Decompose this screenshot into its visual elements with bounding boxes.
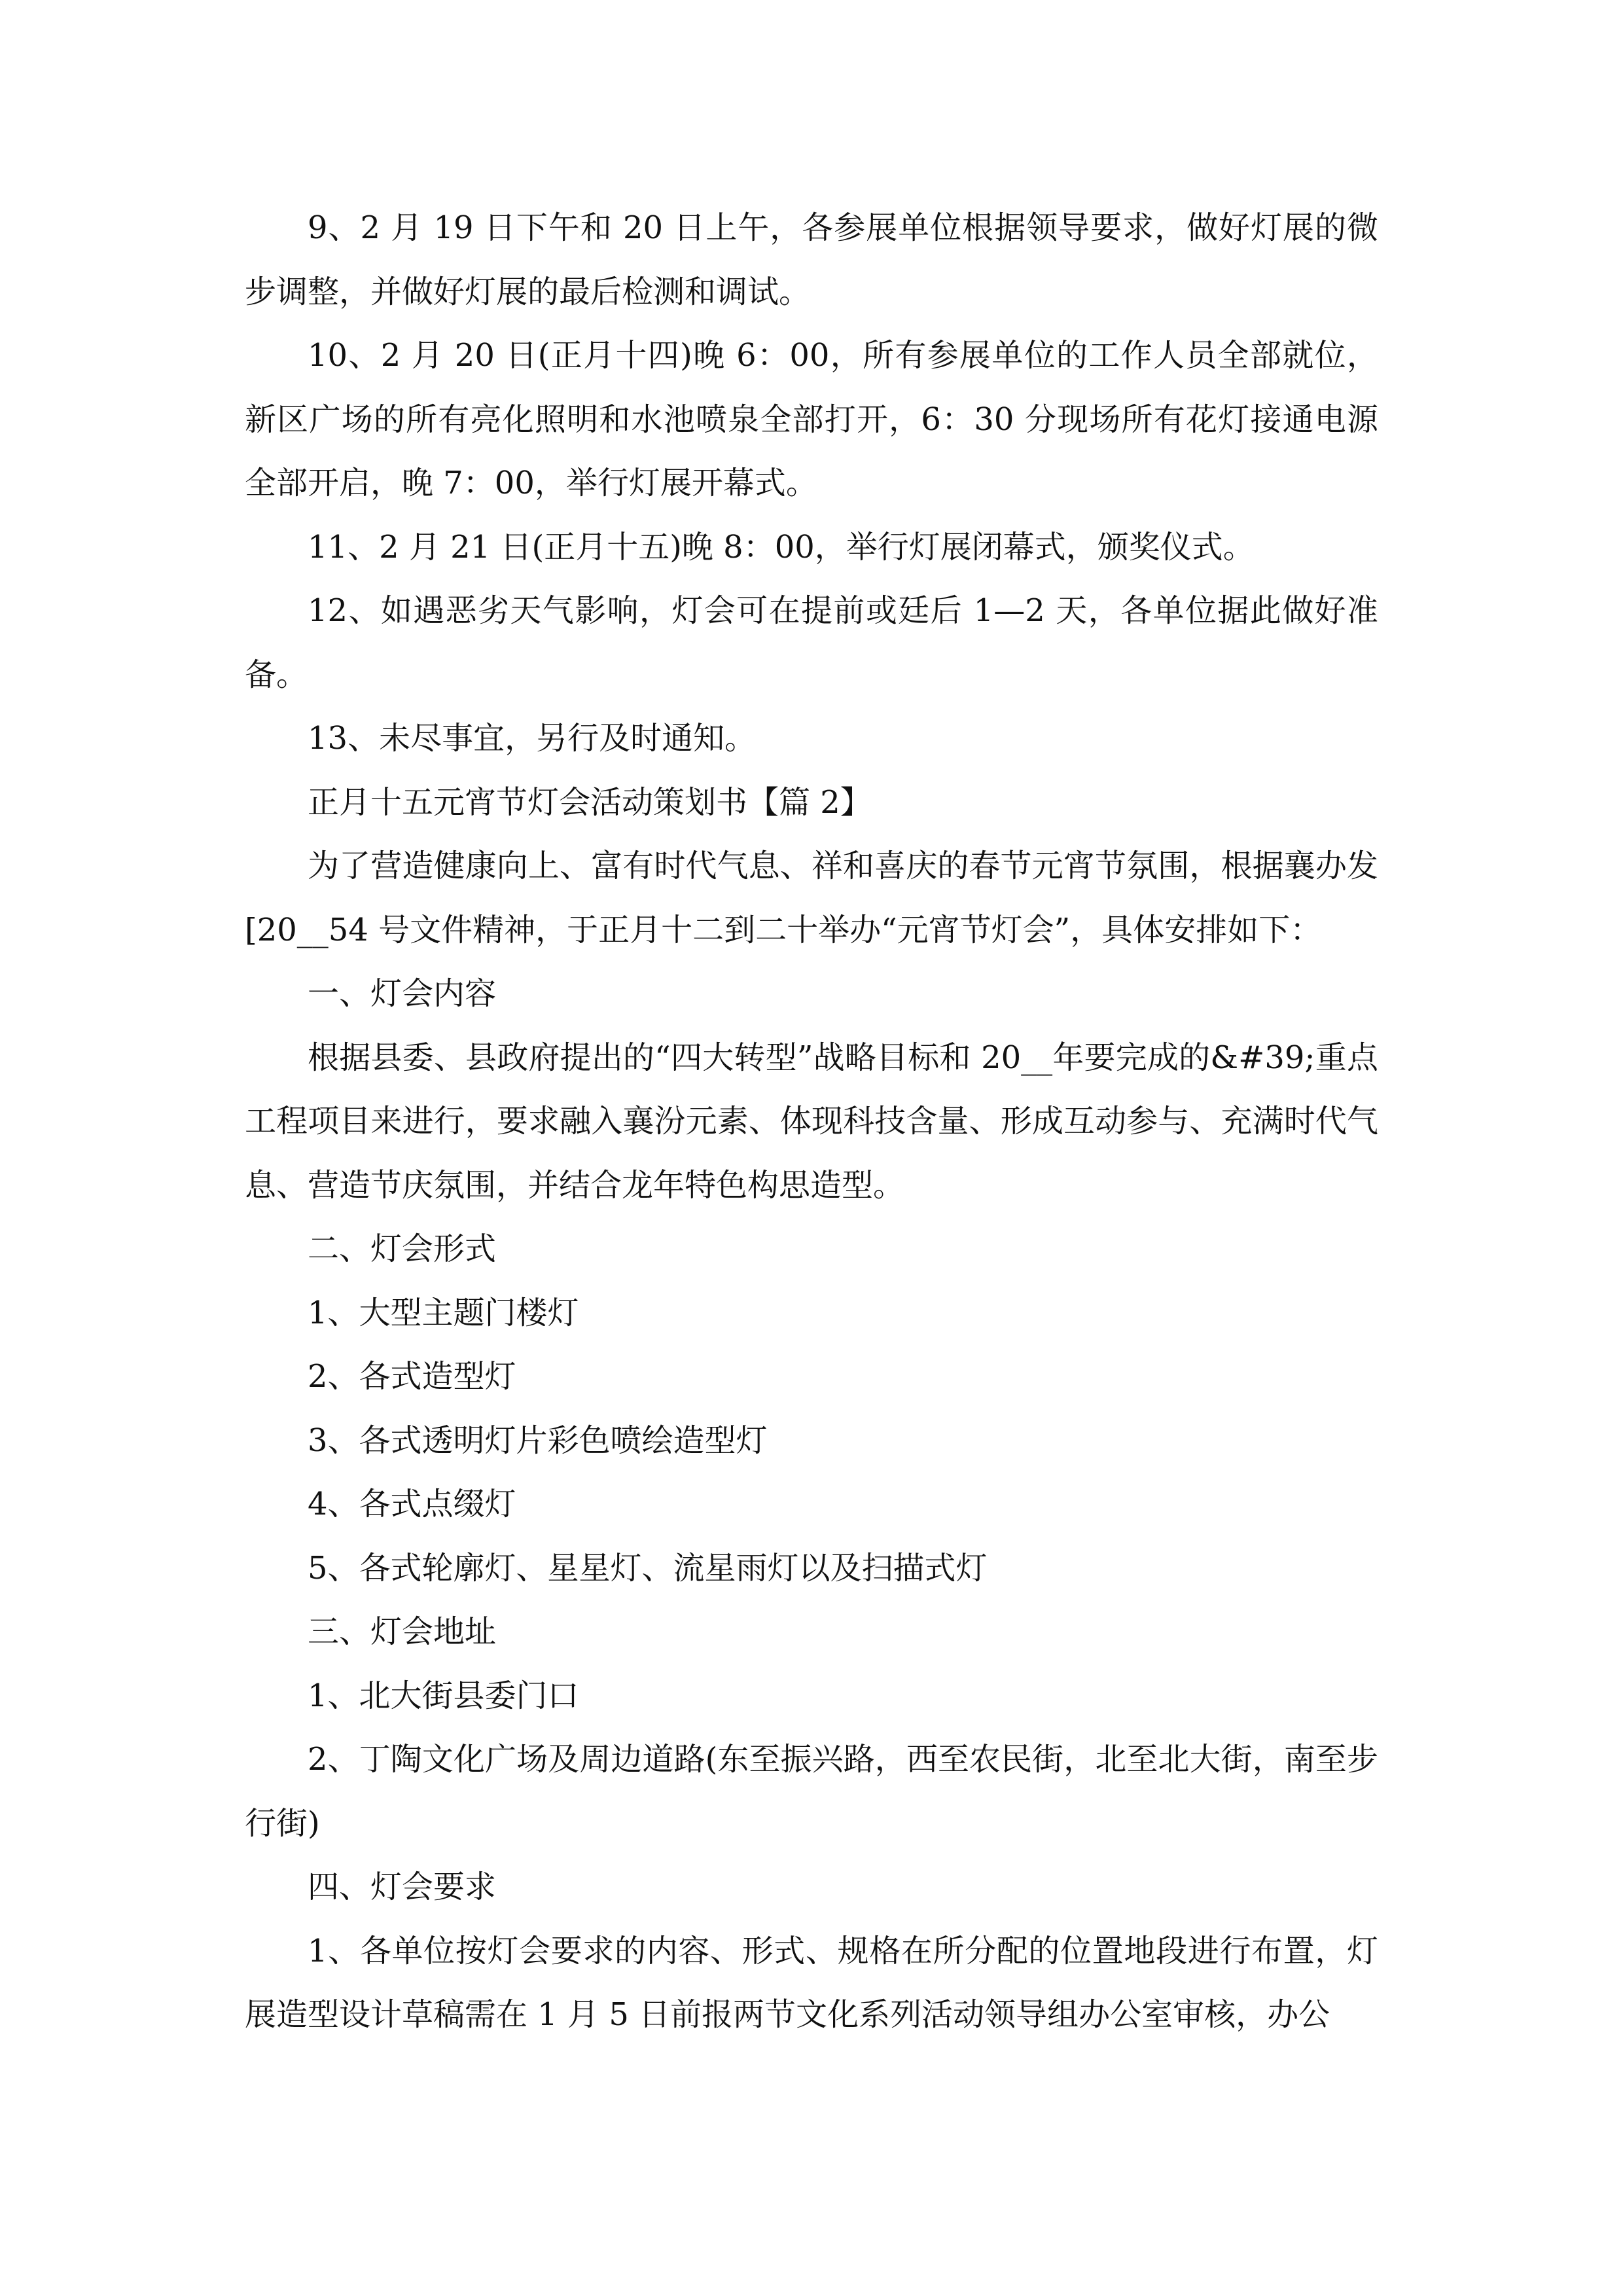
location-item-1: 1、北大街县委门口 (308, 1677, 579, 1714)
paragraph-item-13: 13、未尽事宜，另行及时通知。 (308, 720, 757, 757)
paragraph-item-12: 12、如遇恶劣天气影响，灯会可在提前或廷后 1—2 天，各单位据此做好准备。 (245, 592, 1378, 693)
form-item-3: 3、各式透明灯片彩色喷绘造型灯 (308, 1422, 768, 1459)
form-item-2: 2、各式造型灯 (308, 1358, 516, 1395)
requirement-item-1: 1、各单位按灯会要求的内容、形式、规格在所分配的位置地段进行布置，灯展造型设计草稿需在 1 月 5 日前报两节文化系列活动领导组办公室审核，办公 (245, 1932, 1378, 2033)
form-item-1: 1、大型主题门楼灯 (308, 1294, 579, 1331)
document-body (245, 196, 1378, 2047)
intro-paragraph: 为了营造健康向上、富有时代气息、祥和喜庆的春节元宵节氛围，根据襄办发[20__54 号文件精神，于正月十二到二十举办“元宵节灯会”，具体安排如下： (245, 848, 1378, 948)
content-paragraph: 根据县委、县政府提出的“四大转型”战略目标和 20__年要完成的&#39;重点工程项目来进行，要求融入襄汾元素、体现科技含量、形成互动参与、充满时代气息、营造节庆氛围，并结合龙年特色构思造型。 (245, 1039, 1378, 1204)
paragraph-item-9: 9、2 月 19 日下午和 20 日上午，各参展单位根据领导要求，做好灯展的微步调整，并做好灯展的最后检测和调试。 (245, 209, 1378, 310)
section-title-part-2: 正月十五元宵节灯会活动策划书【篇 2】 (308, 783, 872, 821)
location-item-2: 2、丁陶文化广场及周边道路(东至振兴路，西至农民街，北至北大街，南至步行街) (245, 1741, 1378, 1842)
paragraph-item-10: 10、2 月 20 日(正月十四)晚 6：00，所有参展单位的工作人员全部就位，新区广场的所有亮化照明和水池喷泉全部打开，6：30 分现场所有花灯接通电源全部开启，晚 7：00，举行灯展开幕式。 (245, 337, 1378, 501)
heading-location: 三、灯会地址 (308, 1613, 497, 1650)
heading-requirements: 四、灯会要求 (308, 1869, 497, 1905)
heading-form: 二、灯会形式 (308, 1230, 497, 1267)
form-item-5: 5、各式轮廓灯、星星灯、流星雨灯以及扫描式灯 (308, 1549, 988, 1587)
heading-content: 一、灯会内容 (308, 975, 497, 1012)
form-item-4: 4、各式点缀灯 (308, 1486, 516, 1522)
paragraph-item-11: 11、2 月 21 日(正月十五)晚 8：00，举行灯展闭幕式，颁奖仪式。 (308, 528, 1255, 565)
